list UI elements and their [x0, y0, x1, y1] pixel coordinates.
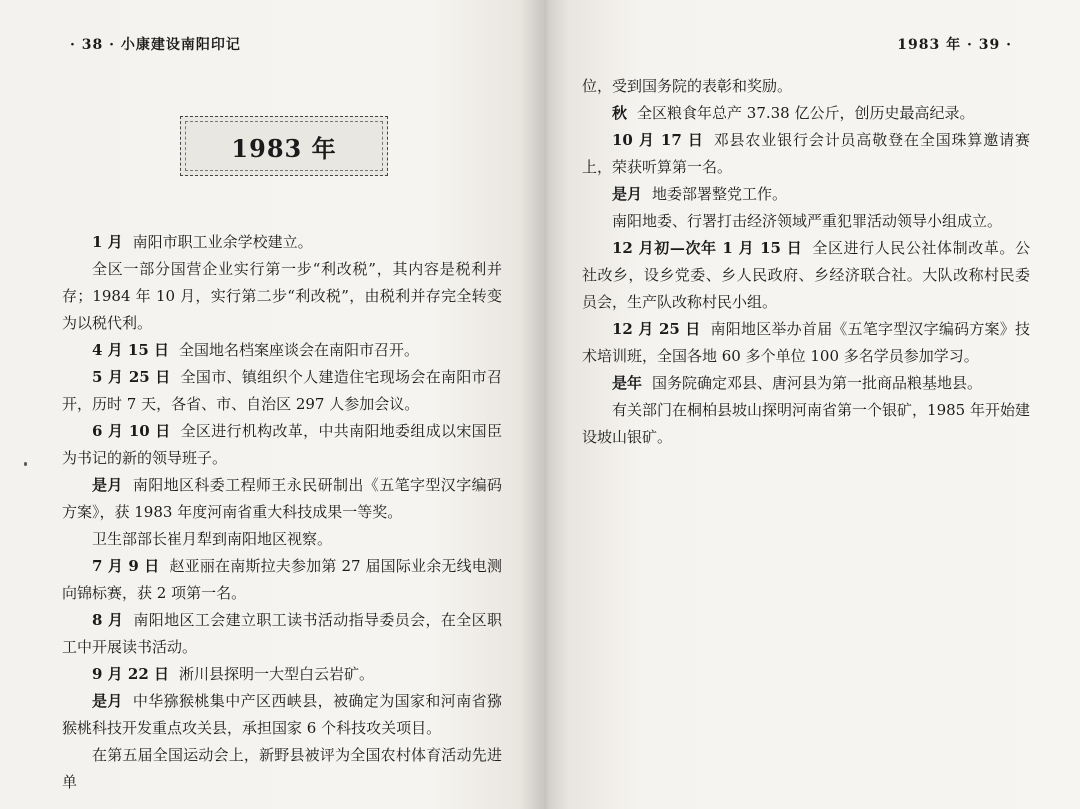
left-page-header: · 38 · 小康建设南阳印记 — [70, 37, 241, 53]
entry-19: 12 月 25 日 南阳地区举办首届《五笔字型汉字编码方案》技术培训班，全国各地 60 多个单位 100 多名学员参加学习。 — [582, 320, 1030, 365]
entry-15: 10 月 17 日 邓县农业银行会计员高敬登在全国珠算邀请赛上，荣获听算第一名。 — [582, 131, 1030, 176]
entry-2: 全区一部分国营企业实行第一步“利改税”，其内容是税利并存；1984 年 10 月，实行第二步“利改税”，由税利并存完全转变为以税代利。 — [62, 260, 502, 332]
right-page — [540, 0, 1080, 809]
entry-7: 卫生部部长崔月犁到南阳地区视察。 — [92, 530, 333, 548]
entry-4: 5 月 25 日 全国市、镇组织个人建造住宅现场会在南阳市召开，历时 7 天，各省、市、自治区 297 人参加会议。 — [62, 368, 502, 413]
entry-1: 1 月 南阳市职工业余学校建立。 — [92, 233, 313, 251]
entry-21: 有关部门在桐柏县坡山探明河南省第一个银矿，1985 年开始建设坡山银矿。 — [582, 401, 1030, 446]
entry-3: 4 月 15 日 全国地名档案座谈会在南阳市召开。 — [92, 341, 419, 359]
entry-16: 是月 地委部署整党工作。 — [612, 185, 788, 203]
right-page-header: 1983 年 · 39 · — [897, 37, 1012, 53]
entry-5: 6 月 10 日 全区进行机构改革，中共南阳地委组成以宋国臣为书记的新的领导班子。 — [62, 422, 502, 467]
entry-9: 8 月 南阳地区工会建立职工读书活动指导委员会，在全区职工中开展读书活动。 — [62, 611, 502, 656]
year-title: 1983 年 — [231, 133, 337, 163]
entry-13: 位，受到国务院的表彰和奖励。 — [582, 77, 793, 95]
entry-20: 是年 国务院确定邓县、唐河县为第一批商品粮基地县。 — [612, 374, 983, 392]
entry-8: 7 月 9 日 赵亚丽在南斯拉夫参加第 27 届国际业余无线电测向锦标赛，获 2 项第一名。 — [62, 557, 502, 602]
entry-17: 南阳地委、行署打击经济领域严重犯罪活动领导小组成立。 — [612, 212, 1003, 230]
entry-18: 12 月初—次年 1 月 15 日 全区进行人民公社体制改革。公社改乡，设乡党委、乡人民政府、乡经济联合社。大队改称村民委员会，生产队改称村民小组。 — [582, 239, 1030, 311]
entry-10: 9 月 22 日 淅川县探明一大型白云岩矿。 — [92, 665, 374, 683]
entry-12: 在第五届全国运动会上，新野县被评为全国农村体育活动先进单 — [62, 746, 502, 791]
print-speck — [24, 462, 27, 466]
entry-14: 秋 全区粮食年总产 37.38 亿公斤，创历史最高纪录。 — [612, 104, 975, 122]
year-title-box — [180, 116, 388, 176]
entry-11: 是月 中华猕猴桃集中产区西峡县，被确定为国家和河南省猕猴桃科技开发重点攻关县，承担国家 6 个科技攻关项目。 — [62, 692, 502, 737]
entry-6: 是月 南阳地区科委工程师王永民研制出《五笔字型汉字编码方案》，获 1983 年度河南省重大科技成果一等奖。 — [62, 476, 502, 521]
